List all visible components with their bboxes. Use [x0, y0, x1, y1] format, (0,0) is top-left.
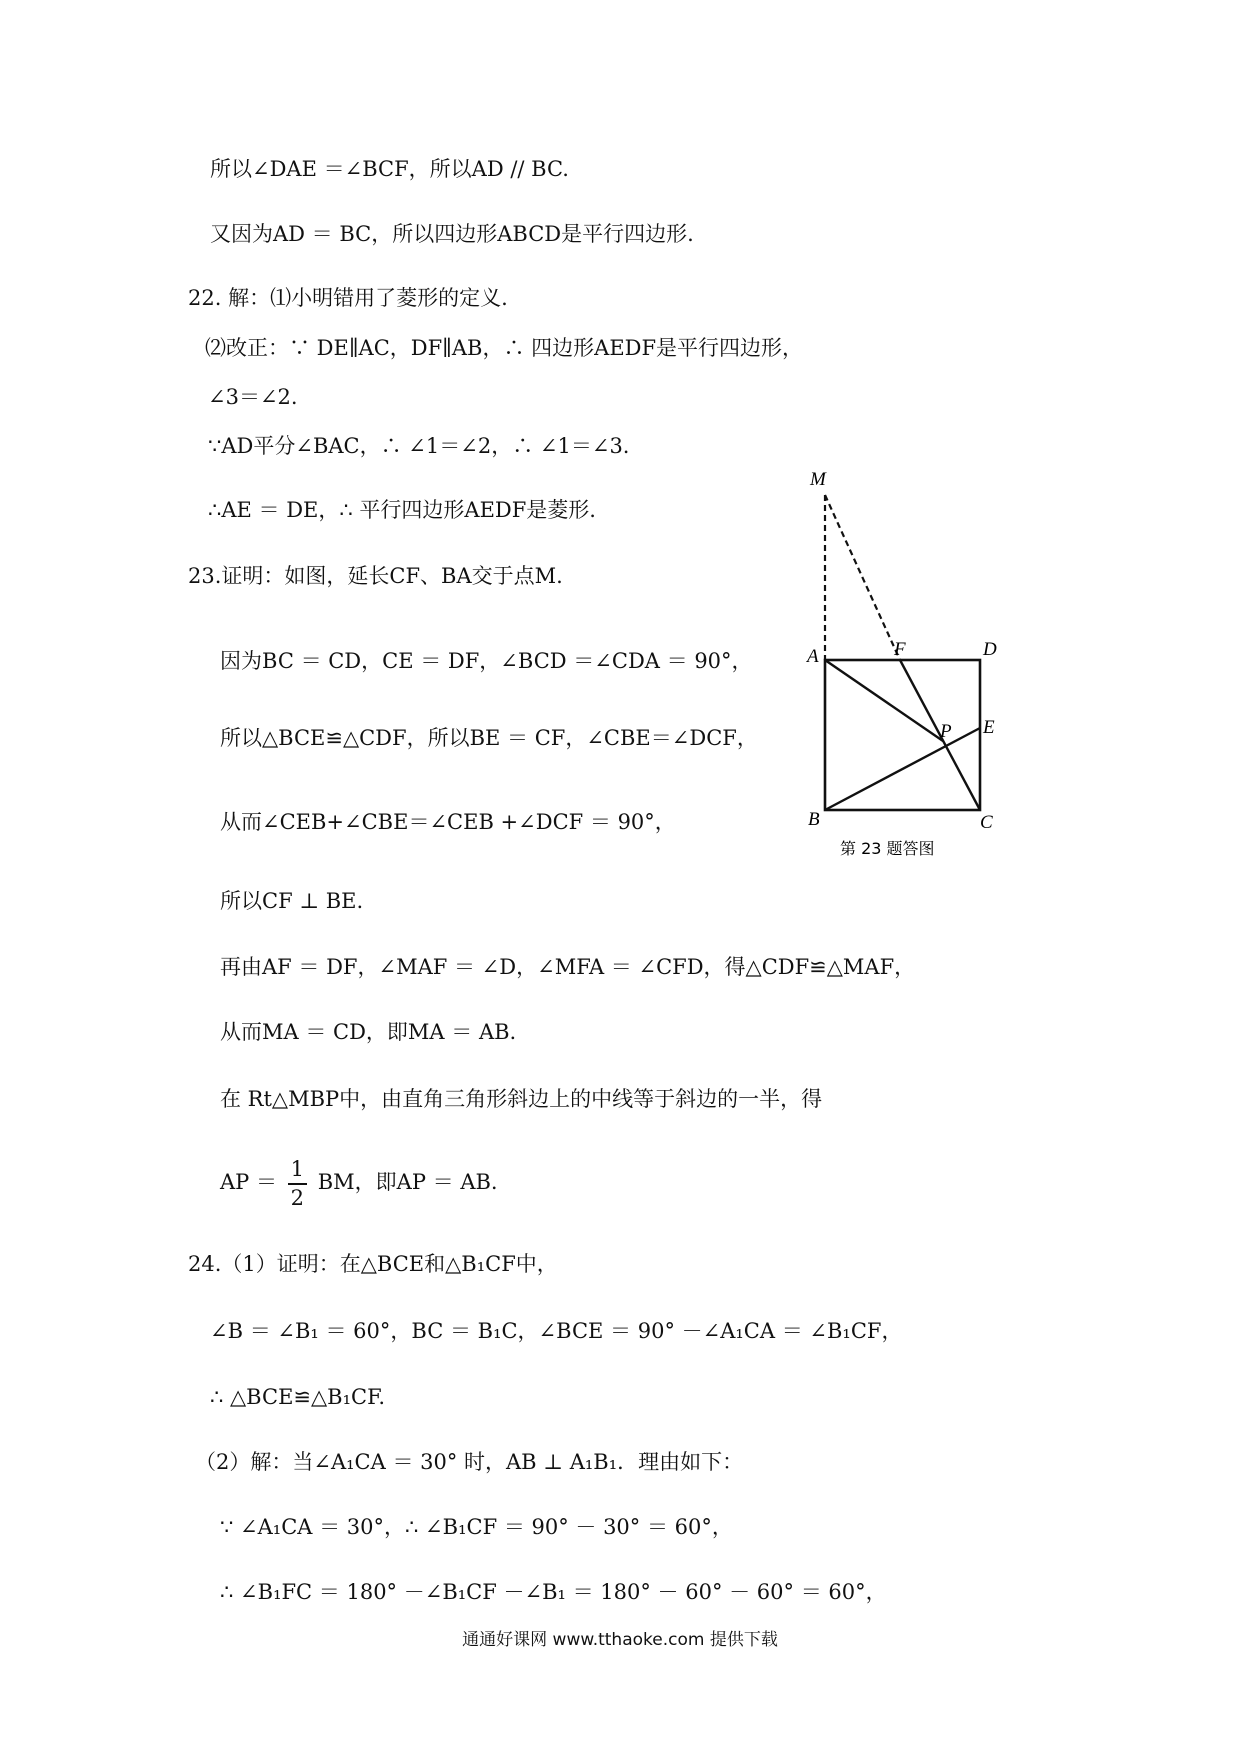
text-line: ∠3＝∠2. — [208, 385, 298, 409]
page-footer: 通通好课网 www.tthaoke.com 提供下载 — [462, 1630, 778, 1650]
segment-ap — [825, 660, 943, 741]
problem-24-heading: 24.（1）证明：在△BCE和△B₁CF中， — [188, 1252, 558, 1276]
text-line: ∵AD平分∠BAC，∴ ∠1＝∠2，∴ ∠1＝∠3. — [208, 434, 630, 458]
label-a: A — [807, 646, 819, 667]
formula-rhs: BM，即AP ＝ AB. — [317, 1170, 498, 1194]
text-line: ∠B ＝ ∠B₁ ＝ 60°，BC ＝ B₁C，∠BCE ＝ 90° －∠A₁CA ＝ ∠B₁CF， — [210, 1319, 903, 1343]
label-p: P — [940, 721, 952, 742]
formula-line — [220, 1152, 498, 1212]
text-line: 所以∠DAE ＝∠BCF，所以AD // BC. — [210, 157, 569, 181]
text-line: 从而MA ＝ CD，即MA ＝ AB. — [220, 1020, 517, 1044]
dashed-segment-mf — [825, 495, 900, 660]
fraction-numerator: 1 — [288, 1159, 307, 1185]
label-d: D — [983, 639, 997, 660]
text-line: ∴ △BCE≌△B₁CF. — [210, 1385, 386, 1409]
fraction-denominator: 2 — [290, 1185, 305, 1210]
label-e: E — [983, 717, 995, 738]
text-line: ∴ ∠B₁FC ＝ 180° －∠B₁CF －∠B₁ ＝ 180° － 60° － 60° ＝ 60°， — [220, 1580, 887, 1604]
text-line: 所以CF ⊥ BE. — [220, 889, 364, 913]
fraction — [288, 1156, 307, 1210]
text-line: ∴AE ＝ DE，∴ 平行四边形AEDF是菱形. — [208, 498, 596, 522]
text-line: ⑵改正：∵ DE∥AC，DF∥AB，∴ 四边形AEDF是平行四边形， — [205, 336, 804, 360]
geometry-figure — [780, 455, 1020, 870]
label-b: B — [808, 809, 820, 830]
text-line: 所以△BCE≌△CDF，所以BE ＝ CF，∠CBE＝∠DCF， — [220, 726, 758, 750]
text-line: ∵ ∠A₁CA ＝ 30°，∴ ∠B₁CF ＝ 90° － 30° ＝ 60°， — [220, 1515, 733, 1539]
segment-be — [825, 728, 980, 810]
label-m: M — [810, 469, 826, 490]
text-line: 从而∠CEB+∠CBE＝∠CEB +∠DCF ＝ 90°， — [220, 810, 676, 834]
formula-lhs: AP ＝ — [220, 1170, 277, 1194]
label-c: C — [980, 812, 993, 833]
text-line: 再由AF ＝ DF，∠MAF ＝ ∠D，∠MFA ＝ ∠CFD，得△CDF≌△MAF， — [220, 955, 916, 979]
label-f: F — [894, 639, 906, 660]
problem-22-heading: 22. 解：⑴小明错用了菱形的定义. — [188, 286, 508, 310]
text-line: （2）解：当∠A₁CA ＝ 30° 时，AB ⊥ A₁B₁．理由如下： — [195, 1450, 744, 1474]
figure-caption: 第 23 题答图 — [840, 839, 935, 858]
square-abcd — [825, 660, 980, 810]
text-line: 因为BC ＝ CD，CE ＝ DF，∠BCD ＝∠CDA ＝ 90°， — [220, 649, 753, 673]
text-line: 在 Rt△MBP中，由直角三角形斜边上的中线等于斜边的一半，得 — [220, 1087, 823, 1111]
text-line: 又因为AD ＝ BC，所以四边形ABCD是平行四边形. — [210, 222, 694, 246]
problem-23-heading: 23.证明：如图，延长CF、BA交于点M. — [188, 564, 563, 588]
